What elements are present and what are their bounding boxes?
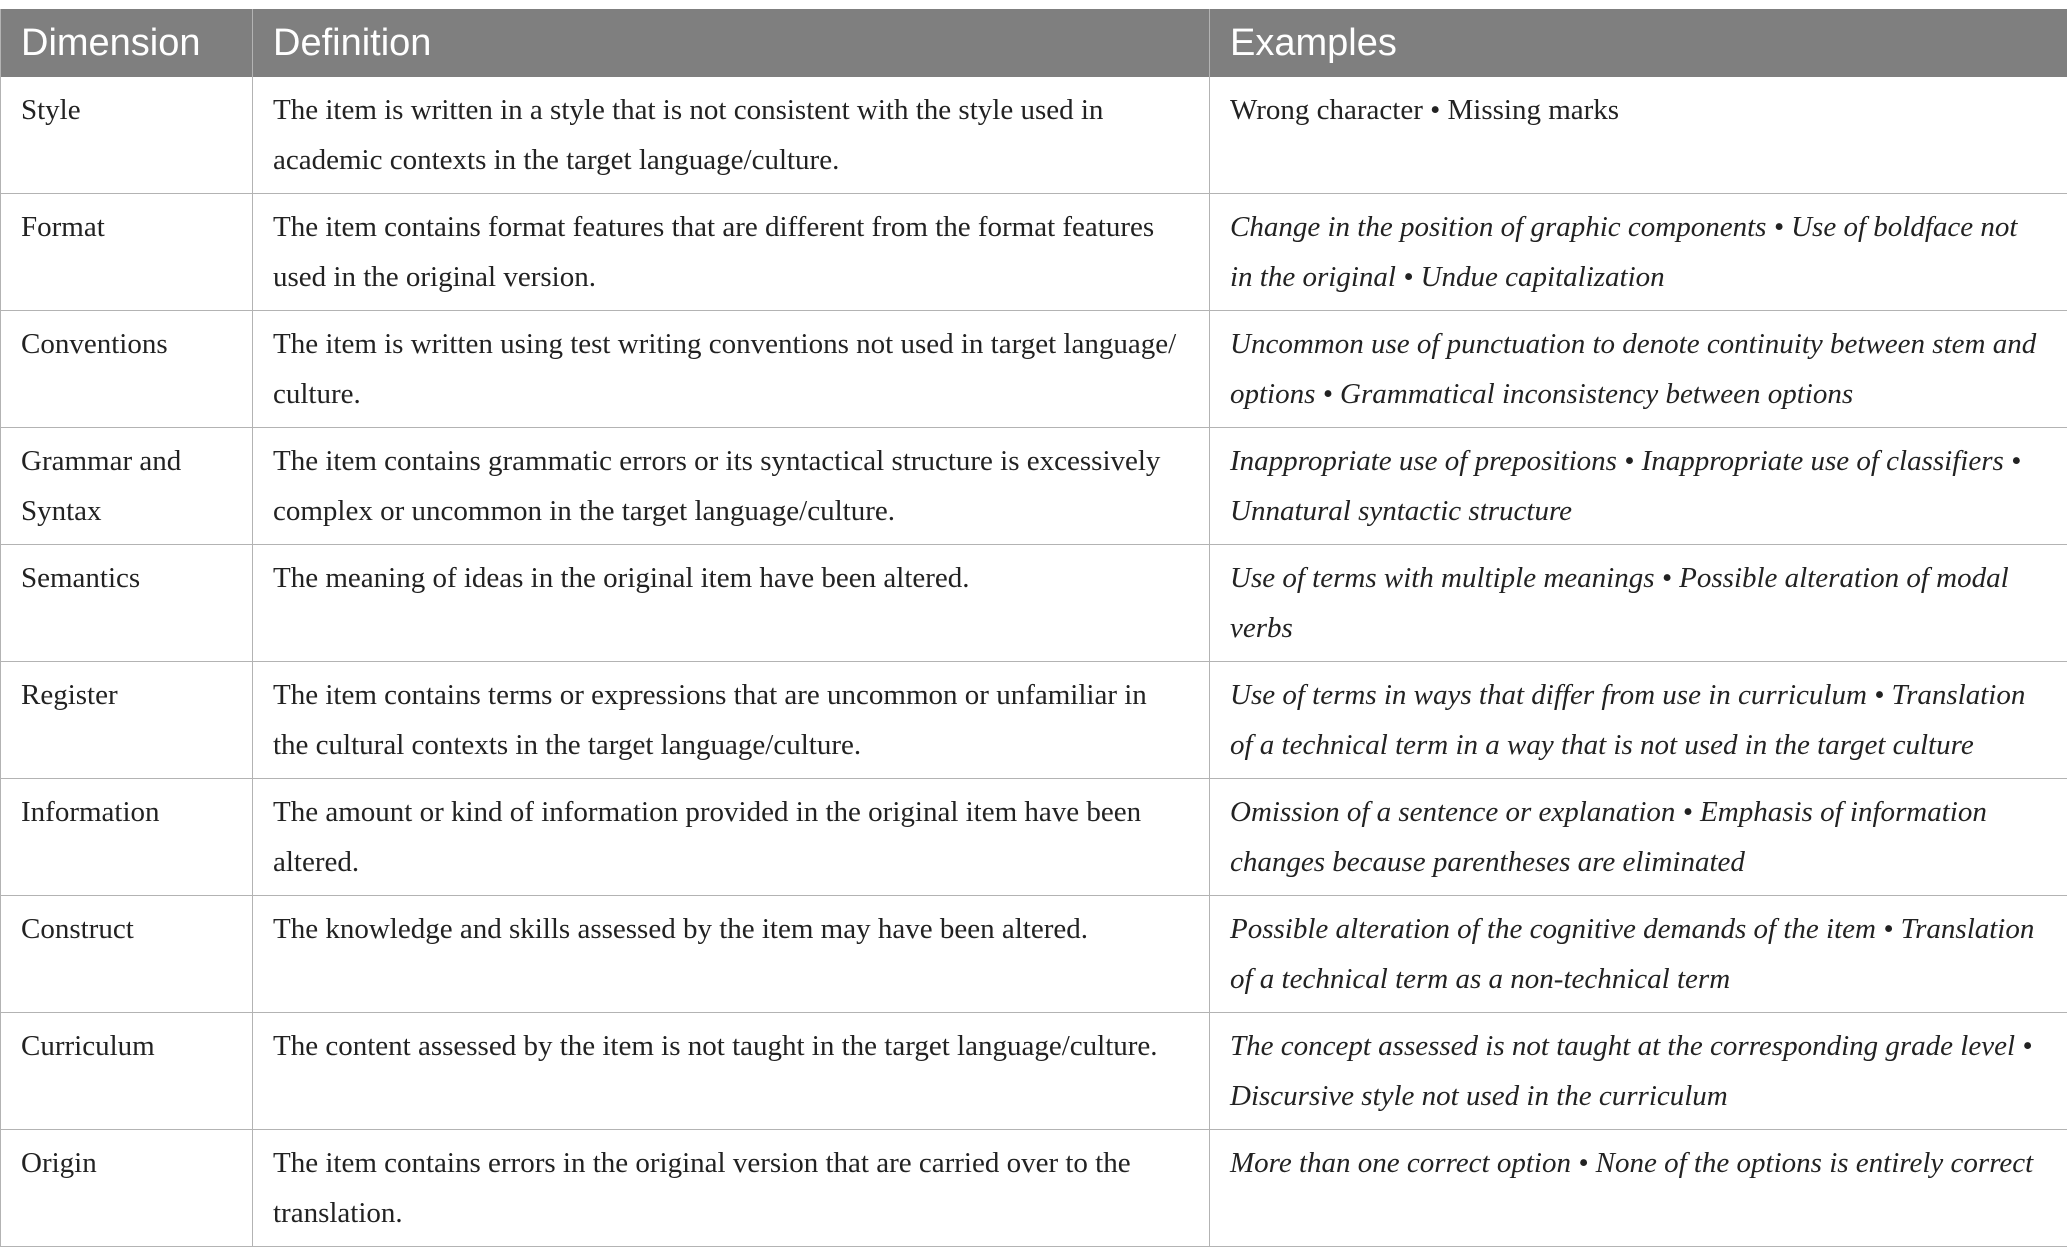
header-examples: Examples: [1210, 9, 2067, 77]
cell-examples: Change in the position of graphic components • Use of boldface not in the original • Undue capitalization: [1210, 194, 2067, 311]
dimensions-table: [0, 9, 2067, 1247]
cell-dimension: Format: [1, 194, 253, 311]
cell-definition: The item is written using test writing conventions not used in target language/ culture.: [253, 311, 1210, 428]
cell-examples: Use of terms with multiple meanings • Possible alteration of modal verbs: [1210, 545, 2067, 662]
cell-dimension: Construct: [1, 896, 253, 1013]
cell-examples: Uncommon use of punctuation to denote continuity between stem and options • Grammatical inconsistency between options: [1210, 311, 2067, 428]
cell-dimension: Style: [1, 77, 253, 194]
cell-examples: The concept assessed is not taught at the corresponding grade level • Discursive style not used in the curriculum: [1210, 1013, 2067, 1130]
cell-dimension: Register: [1, 662, 253, 779]
table-row: [1, 779, 2067, 896]
table-row: [1, 896, 2067, 1013]
cell-definition: The item is written in a style that is not consistent with the style used in academic contexts in the target language/culture.: [253, 77, 1210, 194]
cell-definition: The meaning of ideas in the original item have been altered.: [253, 545, 1210, 662]
table-row: [1, 194, 2067, 311]
cell-dimension: Curriculum: [1, 1013, 253, 1130]
header-row: [1, 9, 2067, 77]
cell-definition: The item contains format features that are different from the format features used in the original version.: [253, 194, 1210, 311]
cell-dimension: Origin: [1, 1130, 253, 1247]
table-row: [1, 1013, 2067, 1130]
table-row: [1, 428, 2067, 545]
table-row: [1, 662, 2067, 779]
cell-examples: Inappropriate use of prepositions • Inappropriate use of classifiers • Unnatural syntactic structure: [1210, 428, 2067, 545]
header-definition: Definition: [253, 9, 1210, 77]
cell-examples: More than one correct option • None of the options is entirely correct: [1210, 1130, 2067, 1247]
cell-examples: Wrong character • Missing marks: [1210, 77, 2067, 194]
cell-definition: The item contains grammatic errors or its syntactical structure is excessively complex or uncommon in the target language/culture.: [253, 428, 1210, 545]
cell-dimension: Information: [1, 779, 253, 896]
cell-dimension: Conventions: [1, 311, 253, 428]
cell-definition: The knowledge and skills assessed by the item may have been altered.: [253, 896, 1210, 1013]
cell-dimension: Grammar and Syntax: [1, 428, 253, 545]
cell-definition: The item contains errors in the original version that are carried over to the translation.: [253, 1130, 1210, 1247]
cell-examples: Omission of a sentence or explanation • Emphasis of information changes because parentheses are eliminated: [1210, 779, 2067, 896]
cell-dimension: Semantics: [1, 545, 253, 662]
table-row: [1, 1130, 2067, 1247]
table-body: [1, 77, 2067, 1247]
cell-definition: The item contains terms or expressions that are uncommon or unfamiliar in the cultural contexts in the target language/culture.: [253, 662, 1210, 779]
cell-examples: Possible alteration of the cognitive demands of the item • Translation of a technical term as a non-technical term: [1210, 896, 2067, 1013]
header-dimension: Dimension: [1, 9, 253, 77]
cell-definition: The content assessed by the item is not taught in the target language/culture.: [253, 1013, 1210, 1130]
cell-definition: The amount or kind of information provided in the original item have been altered.: [253, 779, 1210, 896]
table-row: [1, 545, 2067, 662]
table-row: [1, 311, 2067, 428]
table-header: [1, 9, 2067, 77]
dimensions-table-container: [0, 9, 2067, 1247]
cell-examples: Use of terms in ways that differ from use in curriculum • Translation of a technical term in a way that is not used in the target culture: [1210, 662, 2067, 779]
table-row: [1, 77, 2067, 194]
